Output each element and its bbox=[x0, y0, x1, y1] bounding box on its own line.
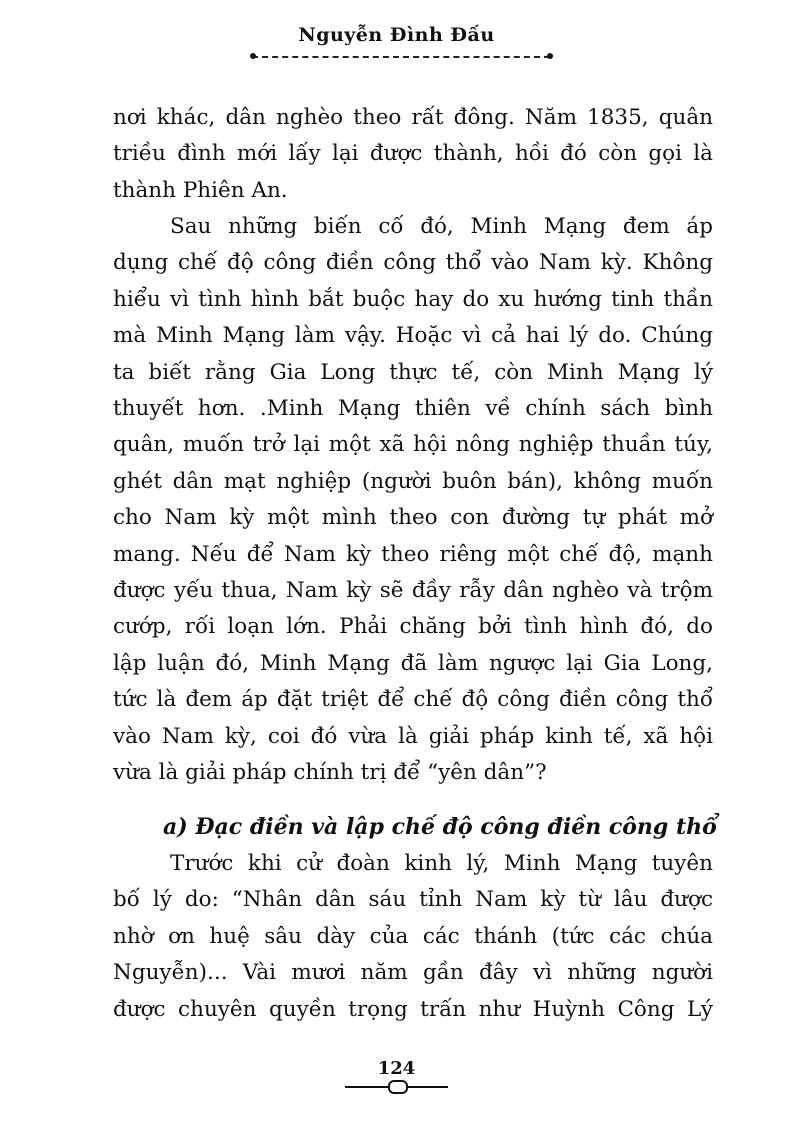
text-line: Nguyễn)... Vài mươi năm gần đây vì những người bbox=[113, 960, 713, 986]
text-line: nhờ ơn huệ sâu dày của các thánh (tức các chúa bbox=[113, 923, 713, 949]
text-line: Trước khi cử đoàn kinh lý, Minh Mạng tuyên bbox=[170, 851, 713, 876]
page-number: 124 bbox=[377, 1058, 416, 1079]
text-line: ta biết rằng Gia Long thực tế, còn Minh Mạng lý bbox=[113, 359, 713, 385]
text-line: nơi khác, dân nghèo theo rất đông. Năm 1835, quân bbox=[113, 105, 713, 130]
text-line: Sau những biến cố đó, Minh Mạng đem áp bbox=[170, 214, 713, 239]
text-line: ghét dân mạt nghiệp (người buôn bán), không muốn bbox=[113, 468, 713, 494]
text-line: thuyết hơn. .Minh Mạng thiên về chính sách bình bbox=[113, 396, 713, 421]
divider-dot-right bbox=[547, 53, 553, 59]
text-line: mang. Nếu để Nam kỳ theo riêng một chế độ, mạnh bbox=[113, 541, 713, 567]
text-line: lập luận đó, Minh Mạng đã làm ngược lại Gia Long, bbox=[113, 650, 713, 676]
text-line: thành Phiên An. bbox=[113, 177, 288, 203]
text-line: tức là đem áp đặt triệt để chế độ công điền công thổ bbox=[113, 687, 713, 713]
text-line: triều đình mới lấy lại được thành, hồi đó còn gọi là bbox=[113, 141, 713, 167]
text-line: cho Nam kỳ một mình theo con đường tự phát mở bbox=[113, 505, 713, 531]
header-divider bbox=[252, 56, 550, 58]
text-line: hiểu vì tình hình bắt buộc hay do xu hướng tinh thần bbox=[113, 286, 713, 312]
divider-dot-left bbox=[250, 53, 256, 59]
section-heading: a) Đạc điền và lập chế độ công điền công thổ bbox=[163, 814, 717, 840]
text-line: vào Nam kỳ, coi đó vừa là giải pháp kinh tế, xã hội bbox=[113, 723, 713, 749]
text-line: dụng chế độ công điền công thổ vào Nam kỳ. Không bbox=[113, 250, 713, 276]
text-line: vừa là giải pháp chính trị để “yên dân”? bbox=[113, 760, 547, 785]
running-header-author: Nguyễn Đình Đấu bbox=[298, 24, 495, 46]
text-line: quân, muốn trở lại một xã hội nông nghiệp thuần túy, bbox=[113, 432, 713, 458]
text-line: bố lý do: “Nhân dân sáu tỉnh Nam kỳ từ lâu được bbox=[113, 887, 713, 913]
footer-ornament bbox=[388, 1080, 408, 1094]
text-line: được yếu thua, Nam kỳ sẽ đầy rẫy dân nghèo và trộm bbox=[113, 578, 713, 603]
text-line: được chuyên quyền trọng trấn như Huỳnh Công Lý bbox=[113, 996, 713, 1022]
text-line: cướp, rối loạn lớn. Phải chăng bởi tình hình đó, do bbox=[113, 614, 713, 640]
text-line: mà Minh Mạng làm vậy. Hoặc vì cả hai lý do. Chúng bbox=[113, 323, 713, 349]
